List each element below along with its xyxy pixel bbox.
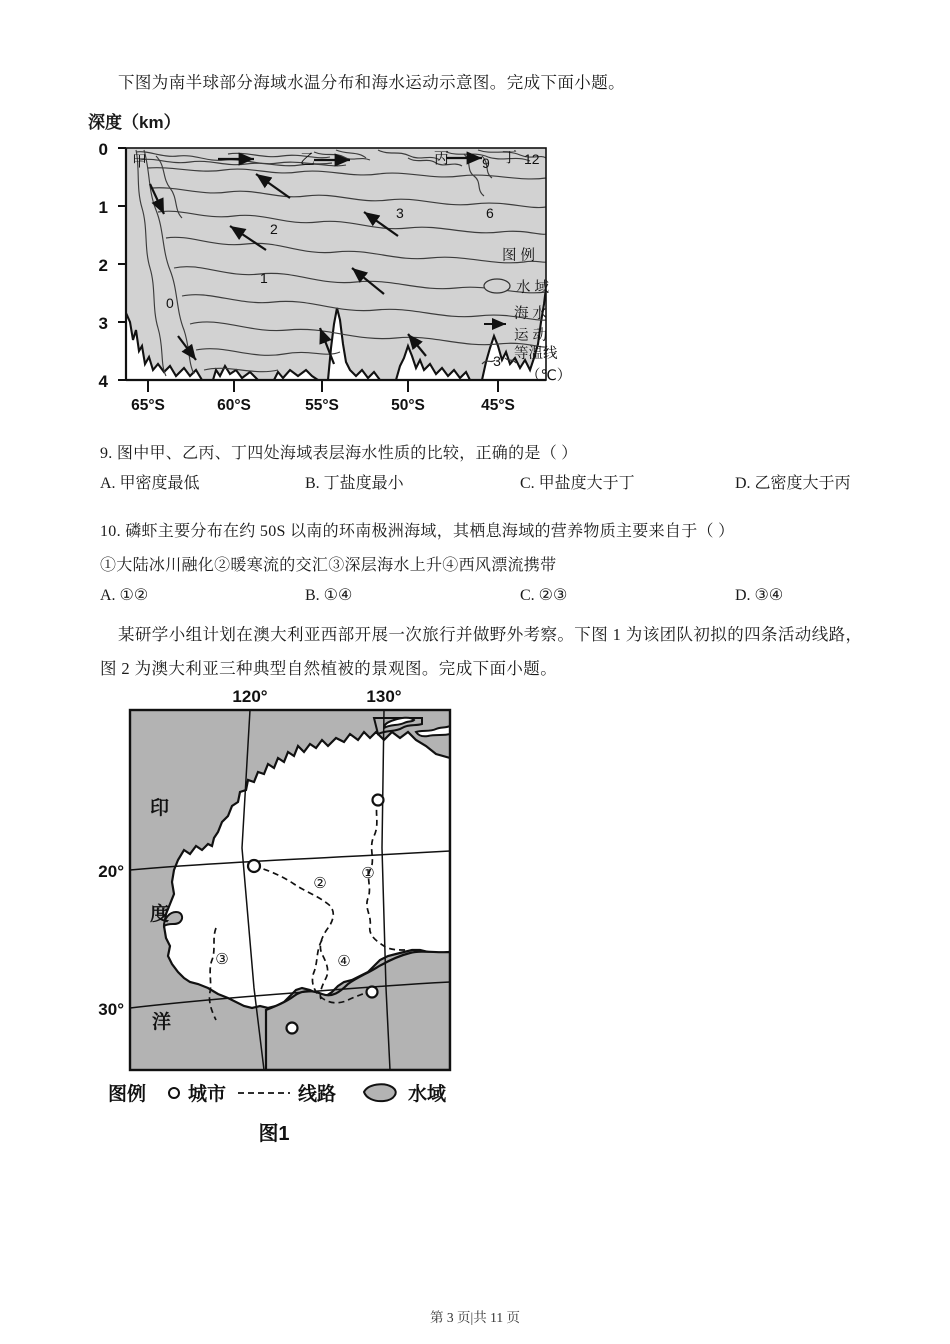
ocean-label-char-1: 印 [150, 798, 170, 819]
route-number-2: ② [313, 875, 327, 892]
lat-label-30: 30° [98, 1000, 124, 1019]
question-9-option-d[interactable]: D. 乙密度大于丙 [735, 475, 851, 492]
map-legend-route-label: 线路 [298, 1084, 337, 1105]
point-label-bing: 丙 [434, 151, 450, 167]
lon-label-130: 130° [366, 688, 402, 706]
question-9-options [100, 470, 890, 498]
map-legend-city-label: 城市 [188, 1084, 227, 1105]
figure2-legend [108, 1082, 447, 1105]
map-legend-title: 图例 [108, 1084, 147, 1105]
legend-isotherm-label: 等温线 [514, 346, 558, 362]
isotherm-label-0: 0 [166, 295, 174, 311]
isotherm-label-1: 1 [260, 270, 268, 286]
city-marker[interactable] [287, 1023, 298, 1034]
route-number-4: ④ [337, 953, 351, 970]
page-footer: 第 3 页|共 11 页 [430, 1310, 520, 1325]
x-tick-50s: 50°S [391, 397, 425, 414]
isotherm-label-9: 9 [482, 155, 490, 171]
question-10-option-b[interactable]: B. ①④ [305, 587, 353, 604]
isotherm-label-6: 6 [486, 205, 494, 221]
y-tick-2: 2 [98, 256, 108, 275]
route-number-1: ① [361, 865, 375, 882]
legend-current-label-1: 海 水 [514, 306, 548, 322]
legend-isotherm-unit: （℃） [526, 368, 572, 384]
point-label-jia: 甲 [132, 154, 148, 170]
y-tick-4: 4 [98, 372, 108, 391]
route-number-3: ③ [215, 951, 229, 968]
question-10-options [100, 582, 890, 610]
passage-2-line-1: 某研学小组计划在澳大利亚西部开展一次旅行并做野外考察。下图 1 为该团队初拟的四条活动线路， [118, 625, 863, 644]
passage-1-intro: 下图为南半球部分海域水温分布和海水运动示意图。完成下面小题。 [118, 73, 625, 92]
figure-australia-routes-map [78, 688, 498, 1168]
point-label-yi: 乙 [300, 152, 316, 168]
x-tick-45s: 45°S [481, 397, 515, 414]
question-10-option-a[interactable]: A. ①② [100, 587, 149, 604]
map-legend-water-label: 水域 [408, 1084, 447, 1105]
lat-label-20: 20° [98, 862, 124, 881]
city-marker[interactable] [367, 987, 378, 998]
ocean-label-char-2: 度 [150, 904, 170, 925]
isotherm-label-2: 2 [270, 221, 278, 237]
point-label-ding: 丁 [502, 150, 518, 166]
question-9-option-c[interactable]: C. 甲盐度大于丁 [520, 475, 635, 492]
city-marker[interactable] [373, 795, 384, 806]
city-marker[interactable] [248, 860, 260, 872]
figure1-svg [78, 108, 638, 418]
isotherm-label-3: 3 [396, 205, 404, 221]
lon-label-120: 120° [232, 688, 268, 706]
figure1-y-axis [99, 140, 126, 391]
y-tick-1: 1 [98, 198, 108, 217]
question-10-option-d[interactable]: D. ③④ [735, 587, 784, 604]
passage-2-line-2: 图 2 为澳大利亚三种典型自然植被的景观图。完成下面小题。 [100, 659, 558, 678]
legend-isotherm-value: 3 [493, 353, 501, 369]
question-9-option-a[interactable]: A. 甲密度最低 [100, 475, 200, 492]
figure2-svg [78, 688, 498, 1168]
question-10-option-c[interactable]: C. ②③ [520, 587, 568, 604]
figure2-title: 图1 [258, 1123, 290, 1145]
y-tick-0: 0 [98, 140, 108, 159]
legend-current-label-2: 运 动 [514, 328, 548, 344]
figure1-y-axis-title: 深度（km） [88, 113, 181, 132]
figure-ocean-temperature-section [78, 108, 638, 418]
legend-title: 图 例 [502, 248, 536, 264]
question-9-option-b[interactable]: B. 丁盐度最小 [305, 475, 404, 492]
question-9-stem: 9. 图中甲、乙丙、丁四处海域表层海水性质的比较，正确的是（ ） [100, 445, 578, 462]
x-tick-65s: 65°S [131, 397, 165, 414]
city-dot-icon [169, 1088, 179, 1098]
x-tick-60s: 60°S [217, 397, 251, 414]
x-tick-55s: 55°S [305, 397, 339, 414]
isotherm-label-12: 12 [524, 151, 540, 167]
water-area-icon [364, 1084, 396, 1101]
y-tick-3: 3 [98, 314, 108, 333]
question-10-stem: 10. 磷虾主要分布在约 50S 以南的环南极洲海域，其栖息海域的营养物质主要来自于（ ） [100, 523, 735, 540]
water-blob-icon [484, 279, 510, 293]
ocean-label-char-3: 洋 [152, 1012, 172, 1033]
figure1-x-axis [131, 380, 515, 414]
question-10-items: ①大陆冰川融化②暖寒流的交汇③深层海水上升④西风漂流携带 [100, 557, 557, 574]
legend-water-label: 水 域 [516, 280, 550, 296]
